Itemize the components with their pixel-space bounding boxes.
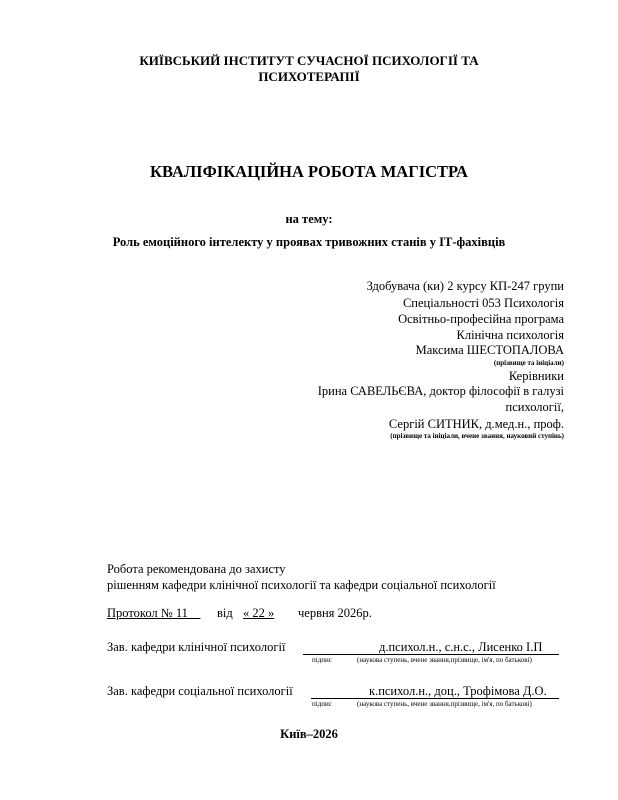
protocol-day: « 22 »	[243, 606, 275, 620]
author-course-group: Здобувача (ки) 2 курсу КП-247 групи	[366, 279, 564, 293]
author-program-name: Клінічна психологія	[456, 328, 564, 342]
author-program: Освітньо-професійна програма	[398, 312, 564, 326]
theme-title: Роль емоційного інтелекту у проявах тривожних станів у ІТ-фахівців	[112, 235, 506, 249]
supervisor-1: Ірина САВЕЛЬЄВА, доктор філософії в галузі	[317, 384, 564, 398]
recommendation-line2: рішенням кафедри клінічної психології та кафедри соціальної психології	[107, 578, 496, 592]
institute-name-line2: ПСИХОТЕРАПІЇ	[258, 69, 360, 84]
theme-label: на тему:	[285, 212, 333, 226]
author-specialty: Спеціальності 053 Психологія	[402, 296, 564, 310]
work-title: КВАЛІФІКАЦІЙНА РОБОТА МАГІСТРА	[150, 162, 468, 181]
head-clinical-sign-caption: підпис	[312, 656, 332, 664]
head-clinical-value: д.психол.н., с.н.с., Лисенко І.П	[379, 640, 543, 654]
protocol-month-year: червня 2026р.	[298, 606, 372, 620]
supervisor-2: Сергій СИТНИК, д.мед.н., проф.	[388, 417, 564, 431]
head-social-sign-caption: підпис	[312, 700, 332, 708]
head-social-value: к.психол.н., доц., Трофімова Д.О.	[369, 684, 547, 698]
author-name-caption: (прізвище та ініціали)	[493, 359, 564, 367]
author-name: Максима ШЕСТОПАЛОВА	[415, 343, 564, 357]
head-social-caption: (наукова ступень, вчене звання,прізвище, ім'я, по батькові)	[357, 700, 532, 708]
supervisors-caption: (прізвище та ініціали, вчене звання, науковий ступінь)	[390, 432, 564, 440]
supervisors-label: Керівники	[508, 369, 564, 383]
protocol-label: Протокол № 11	[107, 606, 188, 620]
supervisor-1-cont: психології,	[505, 400, 564, 414]
recommendation-line1: Робота рекомендована до захисту	[107, 562, 286, 576]
city-year: Київ–2026	[280, 727, 338, 741]
protocol-number	[107, 606, 200, 621]
protocol-date-from: від	[217, 606, 233, 620]
head-social-label: Зав. кафедри соціальної психології	[107, 684, 293, 698]
head-clinical-label: Зав. кафедри клінічної психології	[107, 640, 286, 654]
head-clinical-caption: (наукова ступень, вчене звання,прізвище, ім'я, по батькові)	[357, 656, 532, 664]
institute-name-line1: КИЇВСЬКИЙ ІНСТИТУТ СУЧАСНОЇ ПСИХОЛОГІЇ ТА	[139, 53, 479, 68]
